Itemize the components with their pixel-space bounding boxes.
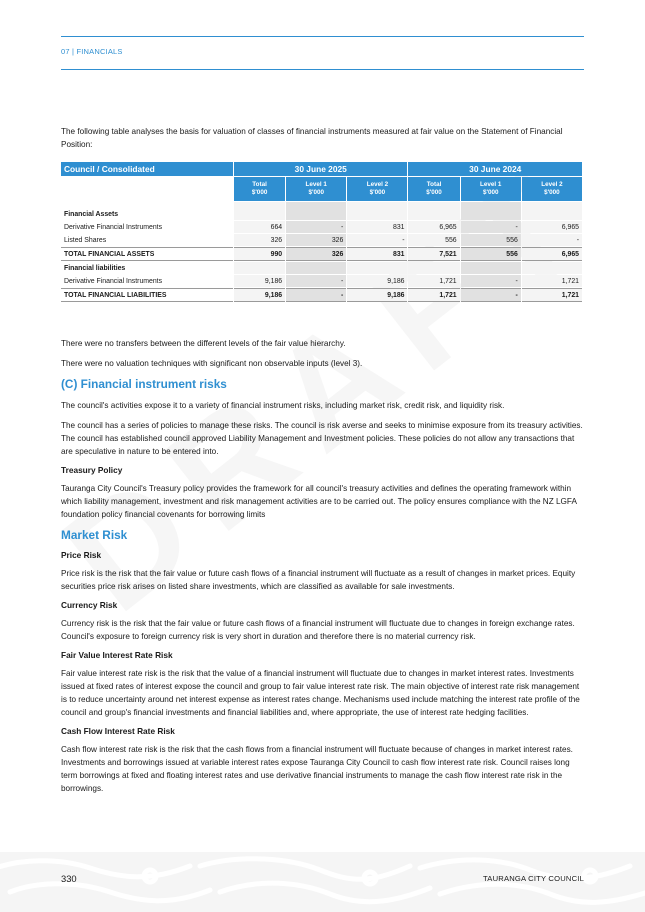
cell: 1,721 [408, 288, 459, 302]
cell: 831 [347, 221, 407, 233]
cell: 326 [286, 234, 346, 246]
paragraph: Currency risk is the risk that the fair value or future cash flows of a financial instrument will fluctuate due to changes in foreign exchange rates. Council's exposure to foreign currency risk is very short in duration and therefore there is no material currency risk. [61, 619, 575, 641]
cell: 6,965 [408, 221, 459, 233]
page-number: 330 [61, 873, 77, 884]
table-header-row [61, 162, 582, 176]
intro-paragraph: The following table analyses the basis for valuation of classes of financial instruments measured at fair value on the Statement of Financial Position: [61, 127, 563, 149]
paragraph: Fair value interest rate risk is the risk that the value of a financial instrument will fluctuate due to changes in market interest rates. Investments issued at fixed rates of interest expose the council and group to fair value interest rate risk. The main objective of interest rate risk management is to reduce uncertainty around net interest expense as interest rates change. Mechanisms used include matching the interest rate profile of the council and group's financial investments and financial liabilities and, where appropriate, the use of interest rate hedging facilities. [61, 669, 580, 717]
subheading-price-risk: Price Risk [61, 550, 102, 560]
paragraph: The council has a series of policies to manage these risks. The council is risk averse and seeks to minimise exposure from its treasury activities. The council has established council approved Liability Management and Investment policies. These policies do not allow any transactions that are speculative in nature to be entered into. [61, 421, 583, 456]
table-row [61, 275, 582, 287]
section-label: 07 | FINANCIALS [61, 47, 123, 56]
cell: 556 [461, 234, 521, 246]
subheading-fair-value-interest-rate-risk: Fair Value Interest Rate Risk [61, 650, 173, 660]
col-header: Level 1 $'000 [286, 177, 346, 201]
cell: 326 [234, 234, 285, 246]
cell: 9,186 [347, 275, 407, 287]
header-rule-bottom [61, 69, 584, 70]
paragraph: Cash flow interest rate risk is the risk that the cash flows from a financial instrument will fluctuate because of changes in market interest rates. Investments and borrowings issued at variable interest rates expose Tauranga City Council to cash flow interest rate risk. Council raises long term borrowings at fixed and floating interest rates and use derivative financial instruments to manage the cash flow interest rate risk in the borrowings. [61, 745, 573, 793]
cell: 7,521 [408, 247, 459, 261]
note-no-transfers: There were no transfers between the different levels of the fair value hierarchy. [61, 339, 346, 348]
row-label: TOTAL FINANCIAL ASSETS [61, 247, 233, 261]
cell: 556 [408, 234, 459, 246]
cell: - [286, 288, 346, 302]
subheading-currency-risk: Currency Risk [61, 600, 118, 610]
table-total-row [61, 288, 582, 302]
cell: - [286, 275, 346, 287]
table-row [61, 234, 582, 246]
row-label: Financial Assets [64, 210, 119, 218]
cell: 9,186 [347, 288, 407, 302]
paragraph: Price risk is the risk that the fair value or future cash flows of a financial instrument will fluctuate as a result of changes in market prices. Equity securities price risk arises on listed share investments, which are classified as available for sale investments. [61, 569, 576, 591]
cell: - [286, 221, 346, 233]
col-header: Level 2 $'000 [522, 177, 582, 201]
cell: 1,721 [408, 275, 459, 287]
paragraph: The council's activities expose it to a variety of financial instrument risks, including market risk, credit risk, and liquidity risk. [61, 401, 505, 410]
cell: - [461, 288, 521, 302]
cell: - [461, 221, 521, 233]
period-2024: 30 June 2024 [408, 162, 582, 176]
table-subheader-row [61, 177, 582, 201]
cell: 9,186 [234, 275, 285, 287]
subheader-blank [61, 177, 233, 201]
subheading-cash-flow-interest-rate-risk: Cash Flow Interest Rate Risk [61, 726, 175, 736]
row-label: Derivative Financial Instruments [64, 277, 163, 285]
note-no-level3: There were no valuation techniques with significant non observable inputs (level 3). [61, 359, 363, 368]
cell: 9,186 [234, 288, 285, 302]
cell: 664 [234, 221, 285, 233]
main-content [61, 125, 584, 802]
cell: 6,965 [522, 247, 582, 261]
fair-value-table [60, 161, 583, 303]
section-heading-c: (C) Financial instrument risks [61, 377, 227, 391]
section-heading-market-risk: Market Risk [61, 528, 128, 542]
cell: 6,965 [522, 221, 582, 233]
cell: - [347, 234, 407, 246]
col-header: Level 2 $'000 [347, 177, 407, 201]
cell: 1,721 [522, 275, 582, 287]
paragraph: Tauranga City Council's Treasury policy provides the framework for all council's treasury activities and defines the operating framework within which liability management, investment and risk management activities are to be carried out. The policy ensures compliance with the NZ LGFA foundation policy financial covenants for borrowing limits [61, 484, 577, 519]
header-rule-top [61, 36, 584, 37]
cell: 1,721 [522, 288, 582, 302]
table-total-row [61, 247, 582, 261]
col-header: Total $'000 [234, 177, 285, 201]
col-header: Total $'000 [408, 177, 459, 201]
footer-org-name: TAURANGA CITY COUNCIL [483, 874, 584, 883]
row-label: Financial liabilities [64, 264, 126, 272]
cell: - [461, 275, 521, 287]
table-row [61, 221, 582, 233]
table-row [61, 262, 582, 274]
row-label: Derivative Financial Instruments [64, 223, 163, 231]
table-corner-title: Council / Consolidated [61, 162, 233, 176]
cell: 990 [234, 247, 285, 261]
col-header: Level 1 $'000 [461, 177, 521, 201]
cell: 556 [461, 247, 521, 261]
cell: 326 [286, 247, 346, 261]
row-label: TOTAL FINANCIAL LIABILITIES [61, 288, 233, 302]
row-label: Listed Shares [64, 236, 107, 244]
subheading-treasury: Treasury Policy [61, 465, 123, 475]
cell: - [522, 234, 582, 246]
period-2025: 30 June 2025 [234, 162, 407, 176]
table-row [61, 202, 582, 220]
cell: 831 [347, 247, 407, 261]
